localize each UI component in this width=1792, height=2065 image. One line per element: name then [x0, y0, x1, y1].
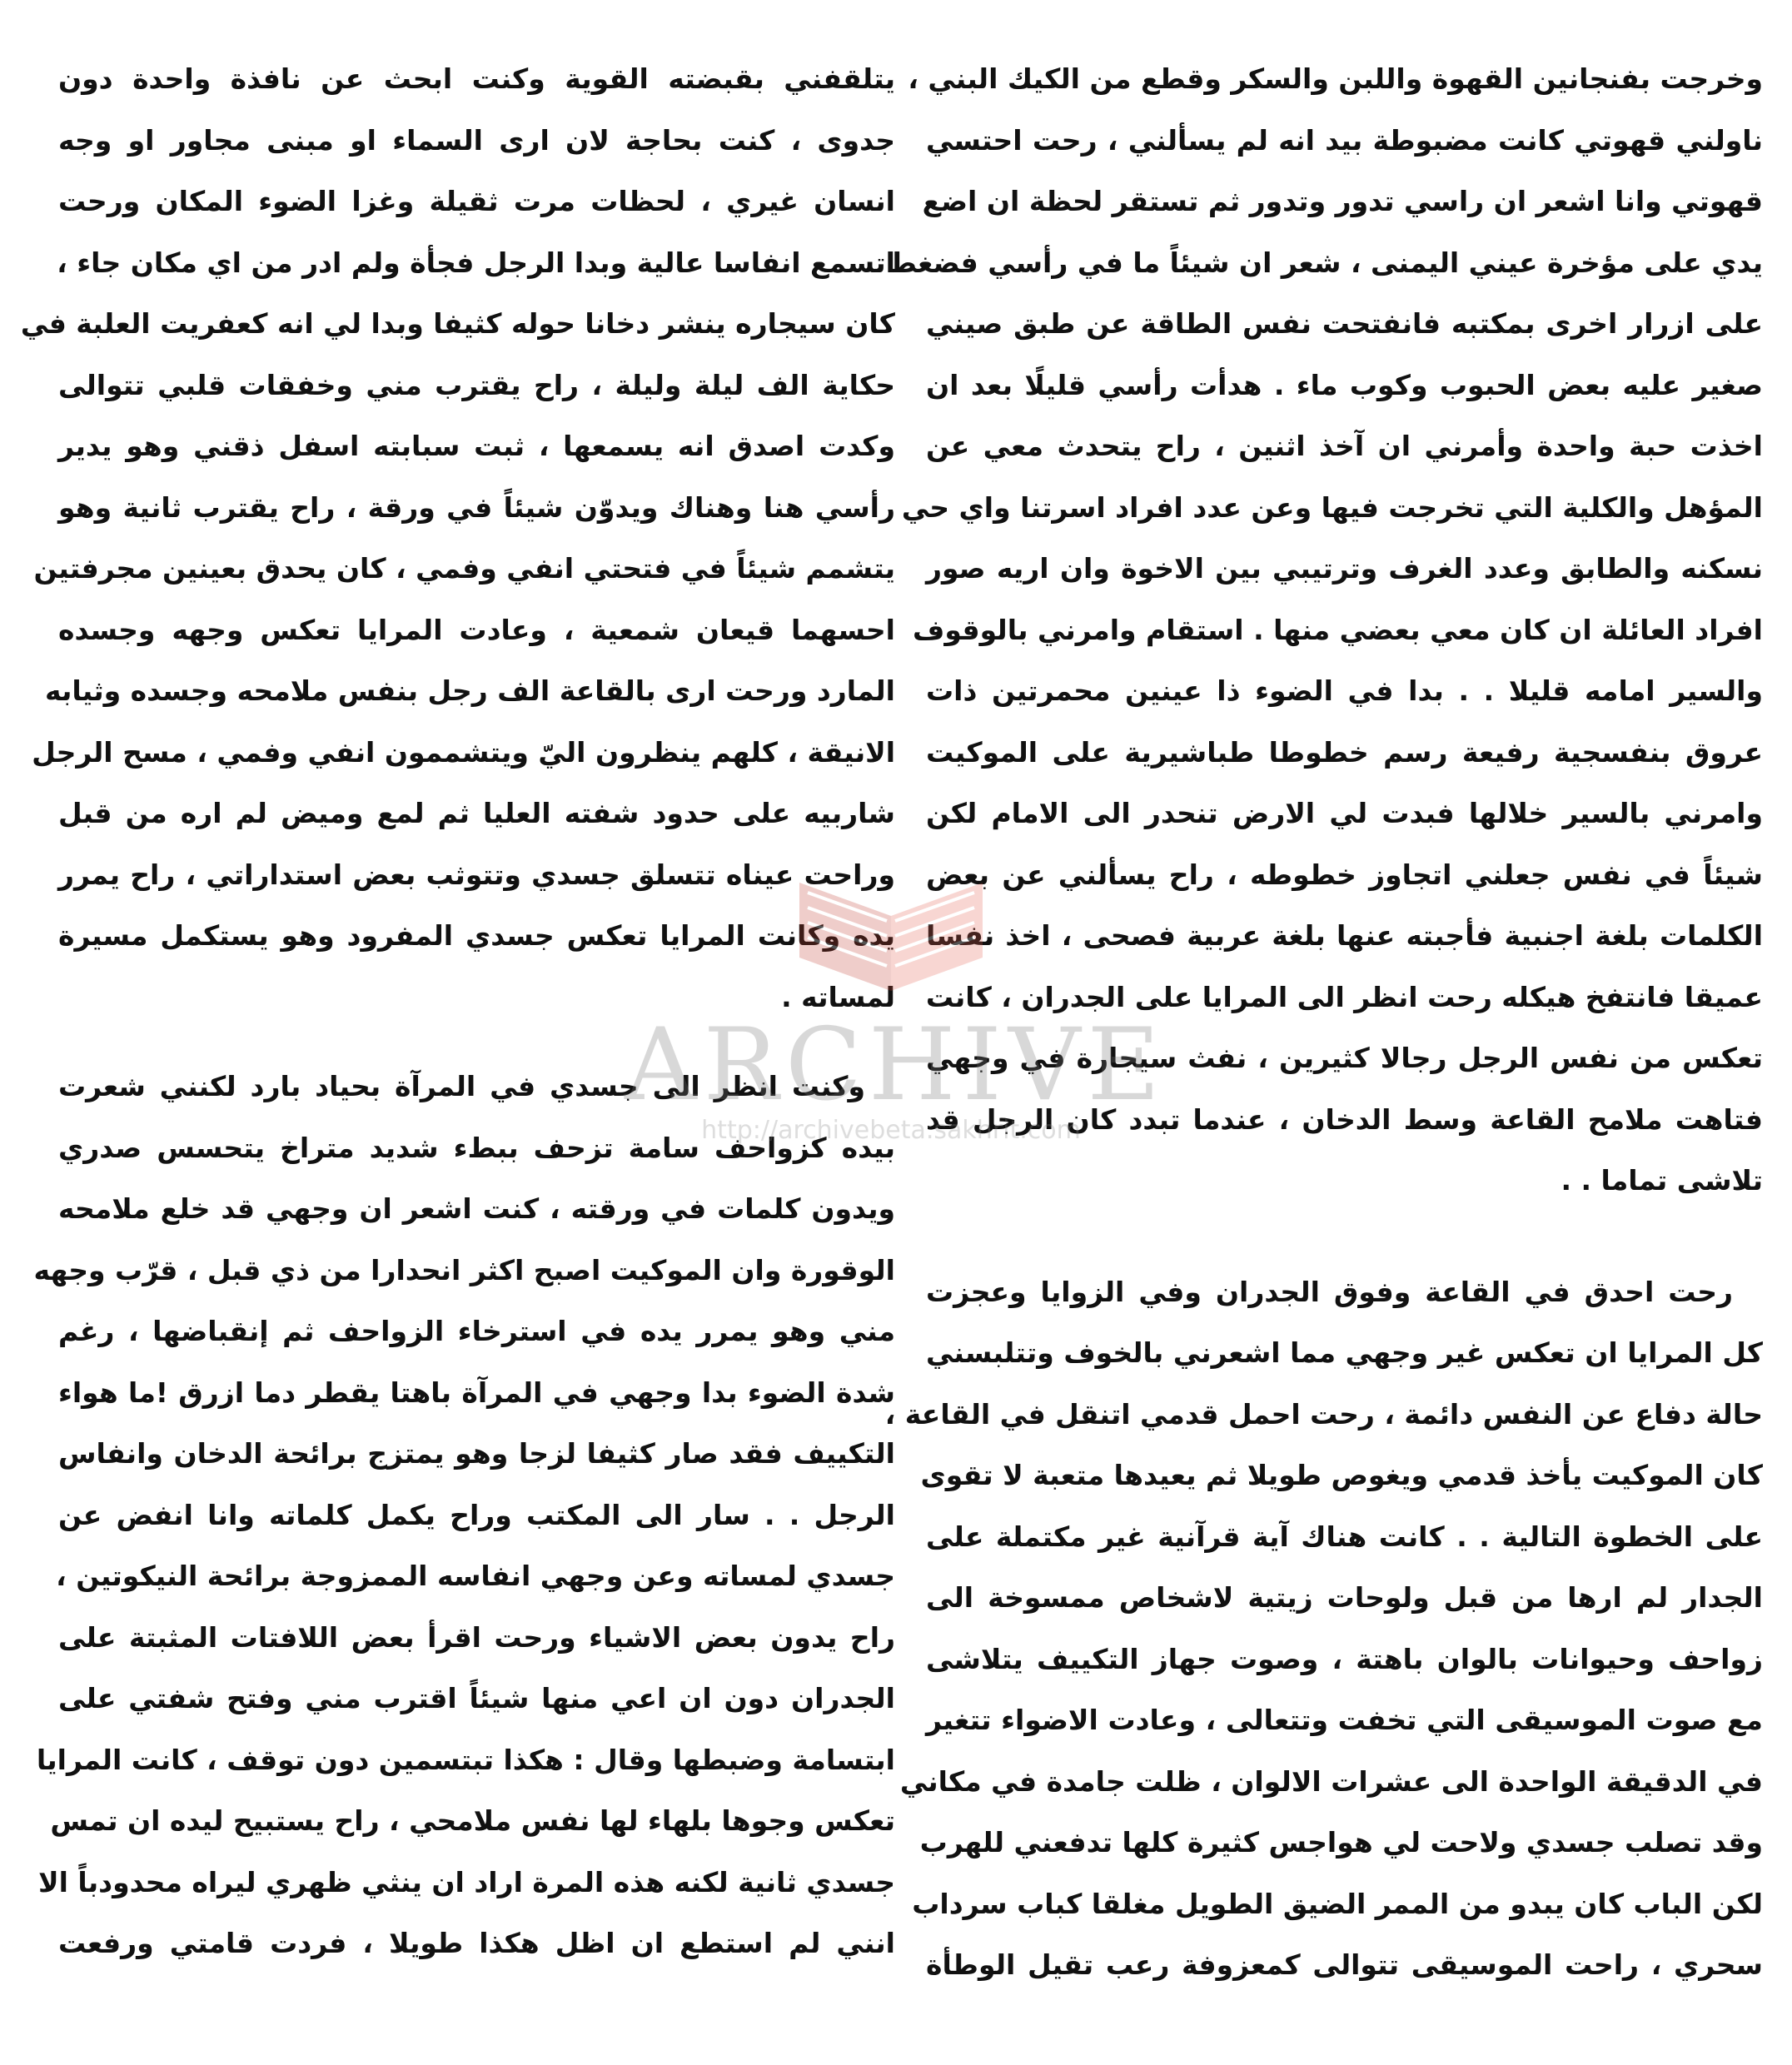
text-line: اخذت حبة واحدة وأمرني ان آخذ اثنين ، راح يتحدث معي عن [926, 430, 1763, 462]
text-line: كان الموكيت يأخذ قدمي ويغوص طويلا ثم يعيدها متعبة لا تقوى [920, 1459, 1763, 1491]
text-line: احسهما قيعان شمعية ، وعادت المرايا تعكس وجهه وجسده [58, 613, 895, 646]
text-line: على ازرار اخرى بمكتبه فانفتحت نفس الطاقة عن طبق صيني [926, 307, 1763, 340]
text-line: يتشمم شيئاً في فتحتي انفي وفمي ، كان يحدق بعينين مجرفتين [33, 552, 895, 585]
text-line: بيده كزواحف سامة تزحف ببطء شديد متراخ يتحسس صدري [58, 1131, 895, 1164]
text-line: ويدون كلمات في ورقته ، كنت اشعر ان وجهي قد خلع ملامحه [58, 1192, 895, 1225]
text-line: قهوتي وانا اشعر ان راسي تدور وتدور ثم تستقر لحظة ان اضع [922, 185, 1763, 217]
text-line: حالة دفاع عن النفس دائمة ، رحت احمل قدمي اتنقل في القاعة ، [884, 1397, 1763, 1431]
text-line: الوقورة وان الموكيت اصبح اكثر انحدارا من ذي قبل ، قرّب وجهه [33, 1253, 895, 1286]
text-line: وكنت انظر الى جسدي في المرآة بحياد بارد لكنني شعرت [58, 1070, 865, 1102]
text-line: شيئاً في نفس جعلني اتجاوز خطوطه ، راح يسألني عن بعض [926, 858, 1763, 891]
text-line: جسدي لمساته وعن وجهي انفاسه الممزوجة برائحة النيكوتين ، [56, 1560, 895, 1592]
text-line: تلاشى تماما . . [1561, 1164, 1763, 1197]
text-line: شدة الضوء بدا وجهي في المرآة باهتا يقطر دما ازرق !ما هواء [58, 1376, 895, 1409]
text-line: والسير امامه قليلا . . بدا في الضوء ذا عينين محمرتين ذات [926, 674, 1763, 707]
text-line: وكدت اصدق انه يسمعها ، ثبت سبابته اسفل ذقني وهو يدير [58, 430, 895, 462]
watermark-text: ARCHIVE [625, 1008, 1167, 1123]
text-line: راح يدون بعض الاشياء ورحت اقرأ بعض اللافتات المثبتة على [58, 1620, 895, 1654]
text-line: الرجل . . سار الى المكتب وراح يكمل كلماته وانا انفض عن [58, 1498, 895, 1531]
text-line: فتاهت ملامح القاعة وسط الدخان ، عندما تبدد كان الرجل قد [926, 1102, 1763, 1136]
text-line: رحت احدق في القاعة وفوق الجدران وفي الزوايا وعجزت [926, 1275, 1733, 1308]
text-line: انسان غيري ، لحظات مرت ثقيلة وغزا الضوء المكان ورحت [58, 185, 895, 217]
watermark-url: http://archivebeta.sakhrit.com [701, 1116, 1081, 1145]
text-line: الجدار لم ارها من قبل ولوحات زيتية لاشخاص ممسوخة الى [926, 1581, 1763, 1614]
text-line: افراد العائلة ان كان معي بعضي منها . استقام وامرني بالوقوف [912, 613, 1763, 646]
text-line: سحري ، راحت الموسيقى تتوالى كمعزوفة رعب تقيل الوطأة [926, 1948, 1763, 1981]
paragraph-gap [926, 1212, 1763, 1261]
right-paragraph-2 [884, 1261, 1763, 1996]
text-line: وراحت عيناه تتسلق جسدي وتتوثب بعض استداراتي ، راح يمرر [58, 858, 895, 891]
text-line: اتسمع انفاسا عالية وبدا الرجل فجأة ولم ادر من اي مكان جاء ، [57, 246, 895, 279]
text-line: وامرني بالسير خلالها فبدت لي الارض تنحدر الى الامام لكن [926, 797, 1763, 829]
text-line: يدي على مؤخرة عيني اليمنى ، شعر ان شيئاً ما في رأسي فضغط [888, 246, 1763, 279]
text-line: جدوى ، كنت بحاجة لان ارى السماء او مبنى مجاور او وجه [58, 123, 895, 157]
left-paragraph-2 [33, 1056, 895, 1974]
text-line: تعكس من نفس الرجل رجالا كثيرين ، نفث سيجارة في وجهي [926, 1042, 1763, 1074]
text-line: وخرجت بفنجانين القهوة واللبن والسكر وقطع من الكيك البني ، [908, 62, 1763, 95]
left-paragraph-1 [20, 48, 895, 1028]
text-line: يتلقفني بقبضته القوية وكنت ابحث عن نافذة واحدة دون [58, 62, 895, 95]
text-line: مع صوت الموسيقى التي تخفت وتتعالى ، وعادت الاضواء تتغير [926, 1704, 1763, 1736]
text-line: المؤهل والكلية التي تخرجت فيها وعن عدد افراد اسرتنا واي حي [901, 490, 1763, 524]
text-line: تعكس وجوها بلهاء لها نفس ملامحي ، راح يستبيح ليده ان تمس [50, 1804, 895, 1837]
text-line: يده وكانت المرايا تعكس جسدي المفرود وهو يستكمل مسيرة [58, 919, 895, 952]
text-line: صغير عليه بعض الحبوب وكوب ماء . هدأت رأسي قليلًا بعد ان [926, 368, 1763, 401]
paragraph-gap [58, 1028, 895, 1056]
text-line: رأسي هنا وهناك ويدوّن شيئاً في ورقة ، راح يقترب ثانية وهو [58, 490, 895, 524]
text-line: حكاية الف ليلة وليلة ، راح يقترب مني وخفقات قلبي تتوالى [58, 368, 895, 401]
text-line: الكلمات بلغة اجنبية فأجبته عنها بلغة عربية فصحى ، اخذ نفسا [926, 919, 1763, 952]
text-line: عميقا فانتفخ هيكله رحت انظر الى المرايا على الجدران ، كانت [925, 980, 1763, 1013]
left-column [20, 48, 895, 1974]
text-line: التكييف فقد صار كثيفا لزجا وهو يمتزج برائحة الدخان وانفاس [58, 1437, 895, 1470]
text-line: زواحف وحيوانات بالوان باهتة ، وصوت جهاز التكييف يتلاشى [926, 1642, 1763, 1675]
text-line: ابتسامة وضبطها وقال : هكذا تبتسمين دون توقف ، كانت المرايا [36, 1743, 895, 1776]
text-line: لكن الباب كان يبدو من الممر الضيق الطويل مغلقا كباب سرداب [912, 1887, 1763, 1920]
text-line: المارد ورحت ارى بالقاعة الف رجل بنفس ملامحه وجسده وثيابه [44, 674, 895, 707]
text-line: الجدران دون ان اعي منها شيئاً اقترب مني وفتح شفتي على [58, 1682, 895, 1714]
text-line: كل المرايا ان تعكس غير وجهي مما اشعرني بالخوف وتتلبسني [926, 1336, 1763, 1369]
text-line: عروق بنفسجية رفيعة رسم خطوطا طباشيرية على الموكيت [926, 735, 1763, 769]
text-line: ناولني قهوتي كانت مضبوطة بيد انه لم يسألني ، رحت احتسي [926, 123, 1763, 157]
text-line: شاربيه على حدود شفته العليا ثم لمع وميض لم اره من قبل [58, 797, 895, 829]
text-line: جسدي ثانية لكنه هذه المرة اراد ان ينثي ظهري ليراه محدودباً الا [38, 1865, 895, 1898]
text-line: نسكنه والطابق وعدد الغرف وترتيبي بين الاخوة وان اريه صور [926, 552, 1763, 585]
text-line: في الدقيقة الواحدة الى عشرات الالوان ، ظلت جامدة في مكاني [899, 1764, 1763, 1798]
text-line: كان سيجاره ينشر دخانا حوله كثيفا وبدا لي انه كعفريت العلبة في [20, 307, 895, 340]
text-line: انني لم استطع ان اظل هكذا طويلا ، فردت قامتي ورفعت [58, 1927, 895, 1959]
text-line: على الخطوة التالية . . كانت هناك آية قرآنية غير مكتملة على [926, 1520, 1763, 1553]
text-line: وقد تصلب جسدي ولاحت لي هواجس كثيرة كلها تدفعني للهرب [919, 1826, 1763, 1858]
text-line: الانيقة ، كلهم ينظرون اليّ ويتشممون انفي وفمي ، مسح الرجل [32, 735, 895, 769]
text-line: مني وهو يمرر يده في استرخاء الزواحف ثم إنقباضها ، رغم [58, 1315, 895, 1347]
text-line: لمساته . [781, 980, 895, 1013]
